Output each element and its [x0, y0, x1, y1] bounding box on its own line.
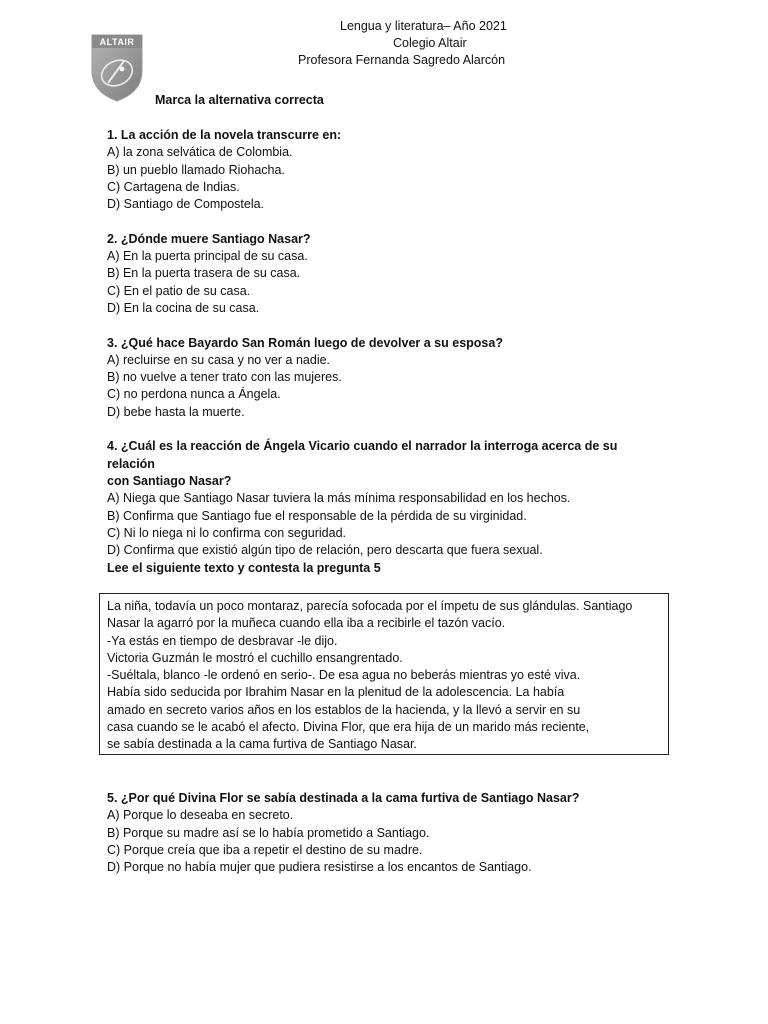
- option-c: C) En el patio de su casa.: [107, 283, 251, 298]
- question-2: [107, 231, 667, 317]
- option-a: A) En la puerta principal de su casa.: [107, 249, 308, 264]
- question-title-line-1: 4. ¿Cuál es la reacción de Ángela Vicario cuando el narrador la interroga acerca de su relación: [107, 439, 618, 471]
- option-a: A) la zona selvática de Colombia.: [107, 145, 293, 160]
- school-name: Colegio Altair: [393, 36, 467, 50]
- question-3: [107, 335, 667, 421]
- question-title: 1. La acción de la novela transcurre en:: [107, 128, 342, 142]
- passage-line: casa cuando se le acabó el afecto. Divina Flor, que era hija de un marido más reciente,: [107, 720, 590, 735]
- school-logo: [90, 33, 144, 103]
- option-d: D) Santiago de Compostela.: [107, 197, 265, 212]
- subject-year: Lengua y literatura– Año 2021: [340, 19, 507, 33]
- instruction-heading: Marca la alternativa correcta: [155, 93, 324, 107]
- option-d: D) En la cocina de su casa.: [107, 300, 260, 315]
- option-d: D) bebe hasta la muerte.: [107, 404, 245, 419]
- question-4: [107, 438, 667, 559]
- question-title: 5. ¿Por qué Divina Flor se sabía destinada a la cama furtiva de Santiago Nasar?: [107, 791, 580, 805]
- option-b: B) no vuelve a tener trato con las mujeres.: [107, 370, 342, 385]
- option-a: A) Niega que Santiago Nasar tuviera la más mínima responsabilidad en los hechos.: [107, 491, 571, 506]
- question-5: [107, 790, 579, 876]
- option-d: D) Confirma que existió algún tipo de relación, pero descarta que fuera sexual.: [107, 543, 543, 558]
- option-a: A) Porque lo deseaba en secreto.: [107, 808, 294, 823]
- passage-line: Victoria Guzmán le mostró el cuchillo ensangrentado.: [107, 650, 403, 665]
- reading-instruction: Lee el siguiente texto y contesta la pregunta 5: [107, 561, 381, 575]
- option-a: A) recluirse en su casa y no ver a nadie.: [107, 352, 331, 367]
- option-c: C) Porque creía que iba a repetir el destino de su madre.: [107, 842, 423, 857]
- document-header: [290, 18, 540, 69]
- passage-line: La niña, todavía un poco montaraz, parecía sofocada por el ímpetu de sus glándulas. Santiago: [107, 599, 633, 613]
- question-1: [107, 127, 667, 213]
- logo-text: ALTAIR: [99, 37, 135, 47]
- option-b: B) Confirma que Santiago fue el responsable de la pérdida de su virginidad.: [107, 508, 527, 523]
- passage-line: -Ya estás en tiempo de desbravar -le dijo.: [107, 633, 338, 648]
- shield-emblem-icon: [90, 33, 144, 103]
- question-title: 3. ¿Qué hace Bayardo San Román luego de devolver a su esposa?: [107, 335, 503, 350]
- option-c: C) Cartagena de Indias.: [107, 179, 240, 194]
- passage-line: -Suéltala, blanco -le ordenó en serio-. De esa agua no beberás mientras yo esté viva.: [107, 668, 581, 683]
- option-b: B) un pueblo llamado Riohacha.: [107, 162, 285, 177]
- passage-line: Nasar la agarró por la muñeca cuando ella iba a recibirle el tazón vacío.: [107, 616, 506, 631]
- option-d: D) Porque no había mujer que pudiera resistirse a los encantos de Santiago.: [107, 860, 532, 875]
- option-b: B) En la puerta trasera de su casa.: [107, 266, 301, 281]
- passage-line: Había sido seducida por Ibrahim Nasar en la plenitud de la adolescencia. La había: [107, 685, 565, 700]
- option-c: C) Ni lo niega ni lo confirma con seguridad.: [107, 525, 347, 540]
- option-b: B) Porque su madre así se lo había prometido a Santiago.: [107, 825, 430, 840]
- reading-passage-box: [99, 593, 669, 755]
- questions-list: [107, 127, 667, 577]
- question-title: 2. ¿Dónde muere Santiago Nasar?: [107, 231, 311, 246]
- passage-line: amado en secreto varios años en los establos de la hacienda, y la llevó a servir en su: [107, 702, 581, 717]
- question-title-line-2: con Santiago Nasar?: [107, 473, 232, 488]
- teacher-name: Profesora Fernanda Sagredo Alarcón: [298, 53, 506, 67]
- passage-line: se sabía destinada a la cama furtiva de Santiago Nasar.: [107, 737, 417, 752]
- option-c: C) no perdona nunca a Ángela.: [107, 387, 281, 402]
